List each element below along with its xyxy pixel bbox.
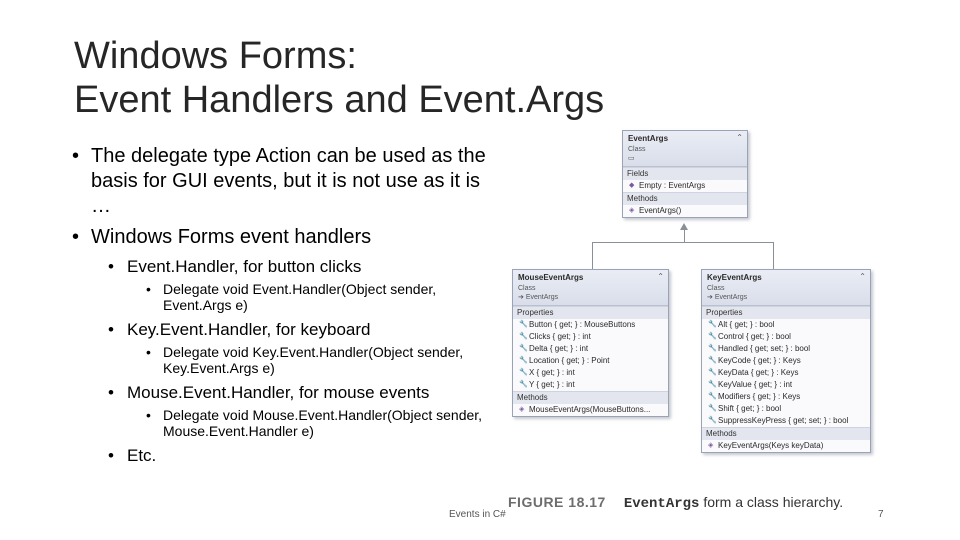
class-header: EventArgs Class ▭ ⌃ [623, 131, 747, 167]
bullet-keyeventhandler-delegate: • Delegate void Key.Event.Handler(Object sender, Key.Event.Args e) [146, 344, 464, 376]
class-member: 🔧 Control { get; } : bool [702, 331, 870, 343]
class-member: 🔧 KeyCode { get; } : Keys [702, 355, 870, 367]
class-member: 🔧 Handled { get; set; } : bool [702, 343, 870, 355]
property-icon: 🔧 [708, 369, 717, 376]
figure-code: EventArgs [623, 496, 700, 512]
section-methods: Methods [623, 192, 747, 205]
property-icon: 🔧 [519, 321, 528, 328]
property-icon: 🔧 [519, 381, 528, 388]
collapse-toggle-icon: ▭ [628, 155, 635, 162]
inherits-arrow-icon: ➔ [707, 294, 715, 301]
class-member: 🔧 Alt { get; } : bool [702, 319, 870, 331]
slide-footer: Events in C# [449, 509, 506, 520]
property-icon: 🔧 [708, 381, 717, 388]
class-box-keyeventargs [701, 269, 871, 453]
slide-title [74, 34, 614, 122]
section-properties: Properties [513, 306, 668, 319]
class-member: ◈ MouseEventArgs(MouseButtons... [513, 404, 668, 416]
class-member: 🔧 X { get; } : int [513, 367, 668, 379]
class-member: ◈ EventArgs() [623, 205, 747, 217]
figure-label: FIGURE 18.17 [508, 494, 606, 510]
property-icon: 🔧 [708, 345, 717, 352]
figure-caption [508, 494, 843, 512]
collapse-chevron-icon: ⌃ [657, 272, 664, 281]
class-member: 🔧 KeyData { get; } : Keys [702, 367, 870, 379]
class-member: 🔧 KeyValue { get; } : int [702, 379, 870, 391]
property-icon: 🔧 [708, 357, 717, 364]
inheritance-connector-left [592, 242, 593, 269]
property-icon: 🔧 [519, 369, 528, 376]
bullet-mouseeventhandler-delegate: • Delegate void Mouse.Event.Handler(Object sender, Mouse.Event.Handler e) [146, 407, 483, 439]
inheritance-connector-trunk [684, 229, 685, 243]
section-methods: Methods [513, 391, 668, 404]
class-member: 🔧 Location { get; } : Point [513, 355, 668, 367]
bullet-etc: • Etc. [108, 446, 157, 465]
page-number: 7 [878, 509, 884, 520]
class-member: 🔧 Y { get; } : int [513, 379, 668, 391]
property-icon: 🔧 [708, 333, 717, 340]
bullet-action: • The delegate type Action can be used as the basis for GUI events, but it is not use as it is … [72, 145, 486, 217]
inherits-arrow-icon: ➔ [518, 294, 526, 301]
inheritance-connector-bar [592, 242, 774, 243]
field-icon: ◆ [629, 182, 635, 189]
bullet-eventhandler-delegate: • Delegate void Event.Handler(Object sender, Event.Args e) [146, 281, 437, 313]
collapse-chevron-icon: ⌃ [736, 133, 743, 142]
class-member: 🔧 Modifiers { get; } : Keys [702, 391, 870, 403]
class-member: 🔧 Delta { get; } : int [513, 343, 668, 355]
class-member: ◆ Empty : EventArgs [623, 180, 747, 192]
section-fields: Fields [623, 167, 747, 180]
property-icon: 🔧 [708, 321, 717, 328]
section-methods: Methods [702, 427, 870, 440]
method-icon: ◈ [708, 442, 714, 449]
class-box-mouseeventargs [512, 269, 669, 417]
bullet-mouseeventhandler: • Mouse.Event.Handler, for mouse events [108, 383, 430, 402]
slide-title-line1: Windows Forms: [74, 35, 357, 77]
class-header: KeyEventArgs Class ➔ EventArgs ⌃ [702, 270, 870, 306]
property-icon: 🔧 [708, 393, 717, 400]
class-member: 🔧 Button { get; } : MouseButtons [513, 319, 668, 331]
class-member: 🔧 Shift { get; } : bool [702, 403, 870, 415]
property-icon: 🔧 [519, 333, 528, 340]
class-box-eventargs [622, 130, 748, 218]
method-icon: ◈ [519, 406, 525, 413]
inheritance-connector-right [773, 242, 774, 269]
bullet-windows-forms: • Windows Forms event handlers [72, 226, 372, 248]
section-properties: Properties [702, 306, 870, 319]
property-icon: 🔧 [519, 357, 528, 364]
figure-text: form a class hierarchy. [699, 494, 844, 510]
class-member: ◈ KeyEventArgs(Keys keyData) [702, 440, 870, 452]
bullet-eventhandler: • Event.Handler, for button clicks [108, 257, 362, 276]
property-icon: 🔧 [708, 417, 717, 424]
bullet-keyeventhandler: • Key.Event.Handler, for keyboard [108, 320, 371, 339]
property-icon: 🔧 [708, 405, 717, 412]
slide-title-line2: Event Handlers and Event.Args [74, 79, 605, 121]
inheritance-arrow-icon [680, 223, 688, 230]
property-icon: 🔧 [519, 345, 528, 352]
class-header: MouseEventArgs Class ➔ EventArgs ⌃ [513, 270, 668, 306]
class-member: 🔧 Clicks { get; } : int [513, 331, 668, 343]
method-icon: ◈ [629, 207, 635, 214]
collapse-chevron-icon: ⌃ [859, 272, 866, 281]
bullet-list [72, 144, 492, 466]
class-member: 🔧 SuppressKeyPress { get; set; } : bool [702, 415, 870, 427]
